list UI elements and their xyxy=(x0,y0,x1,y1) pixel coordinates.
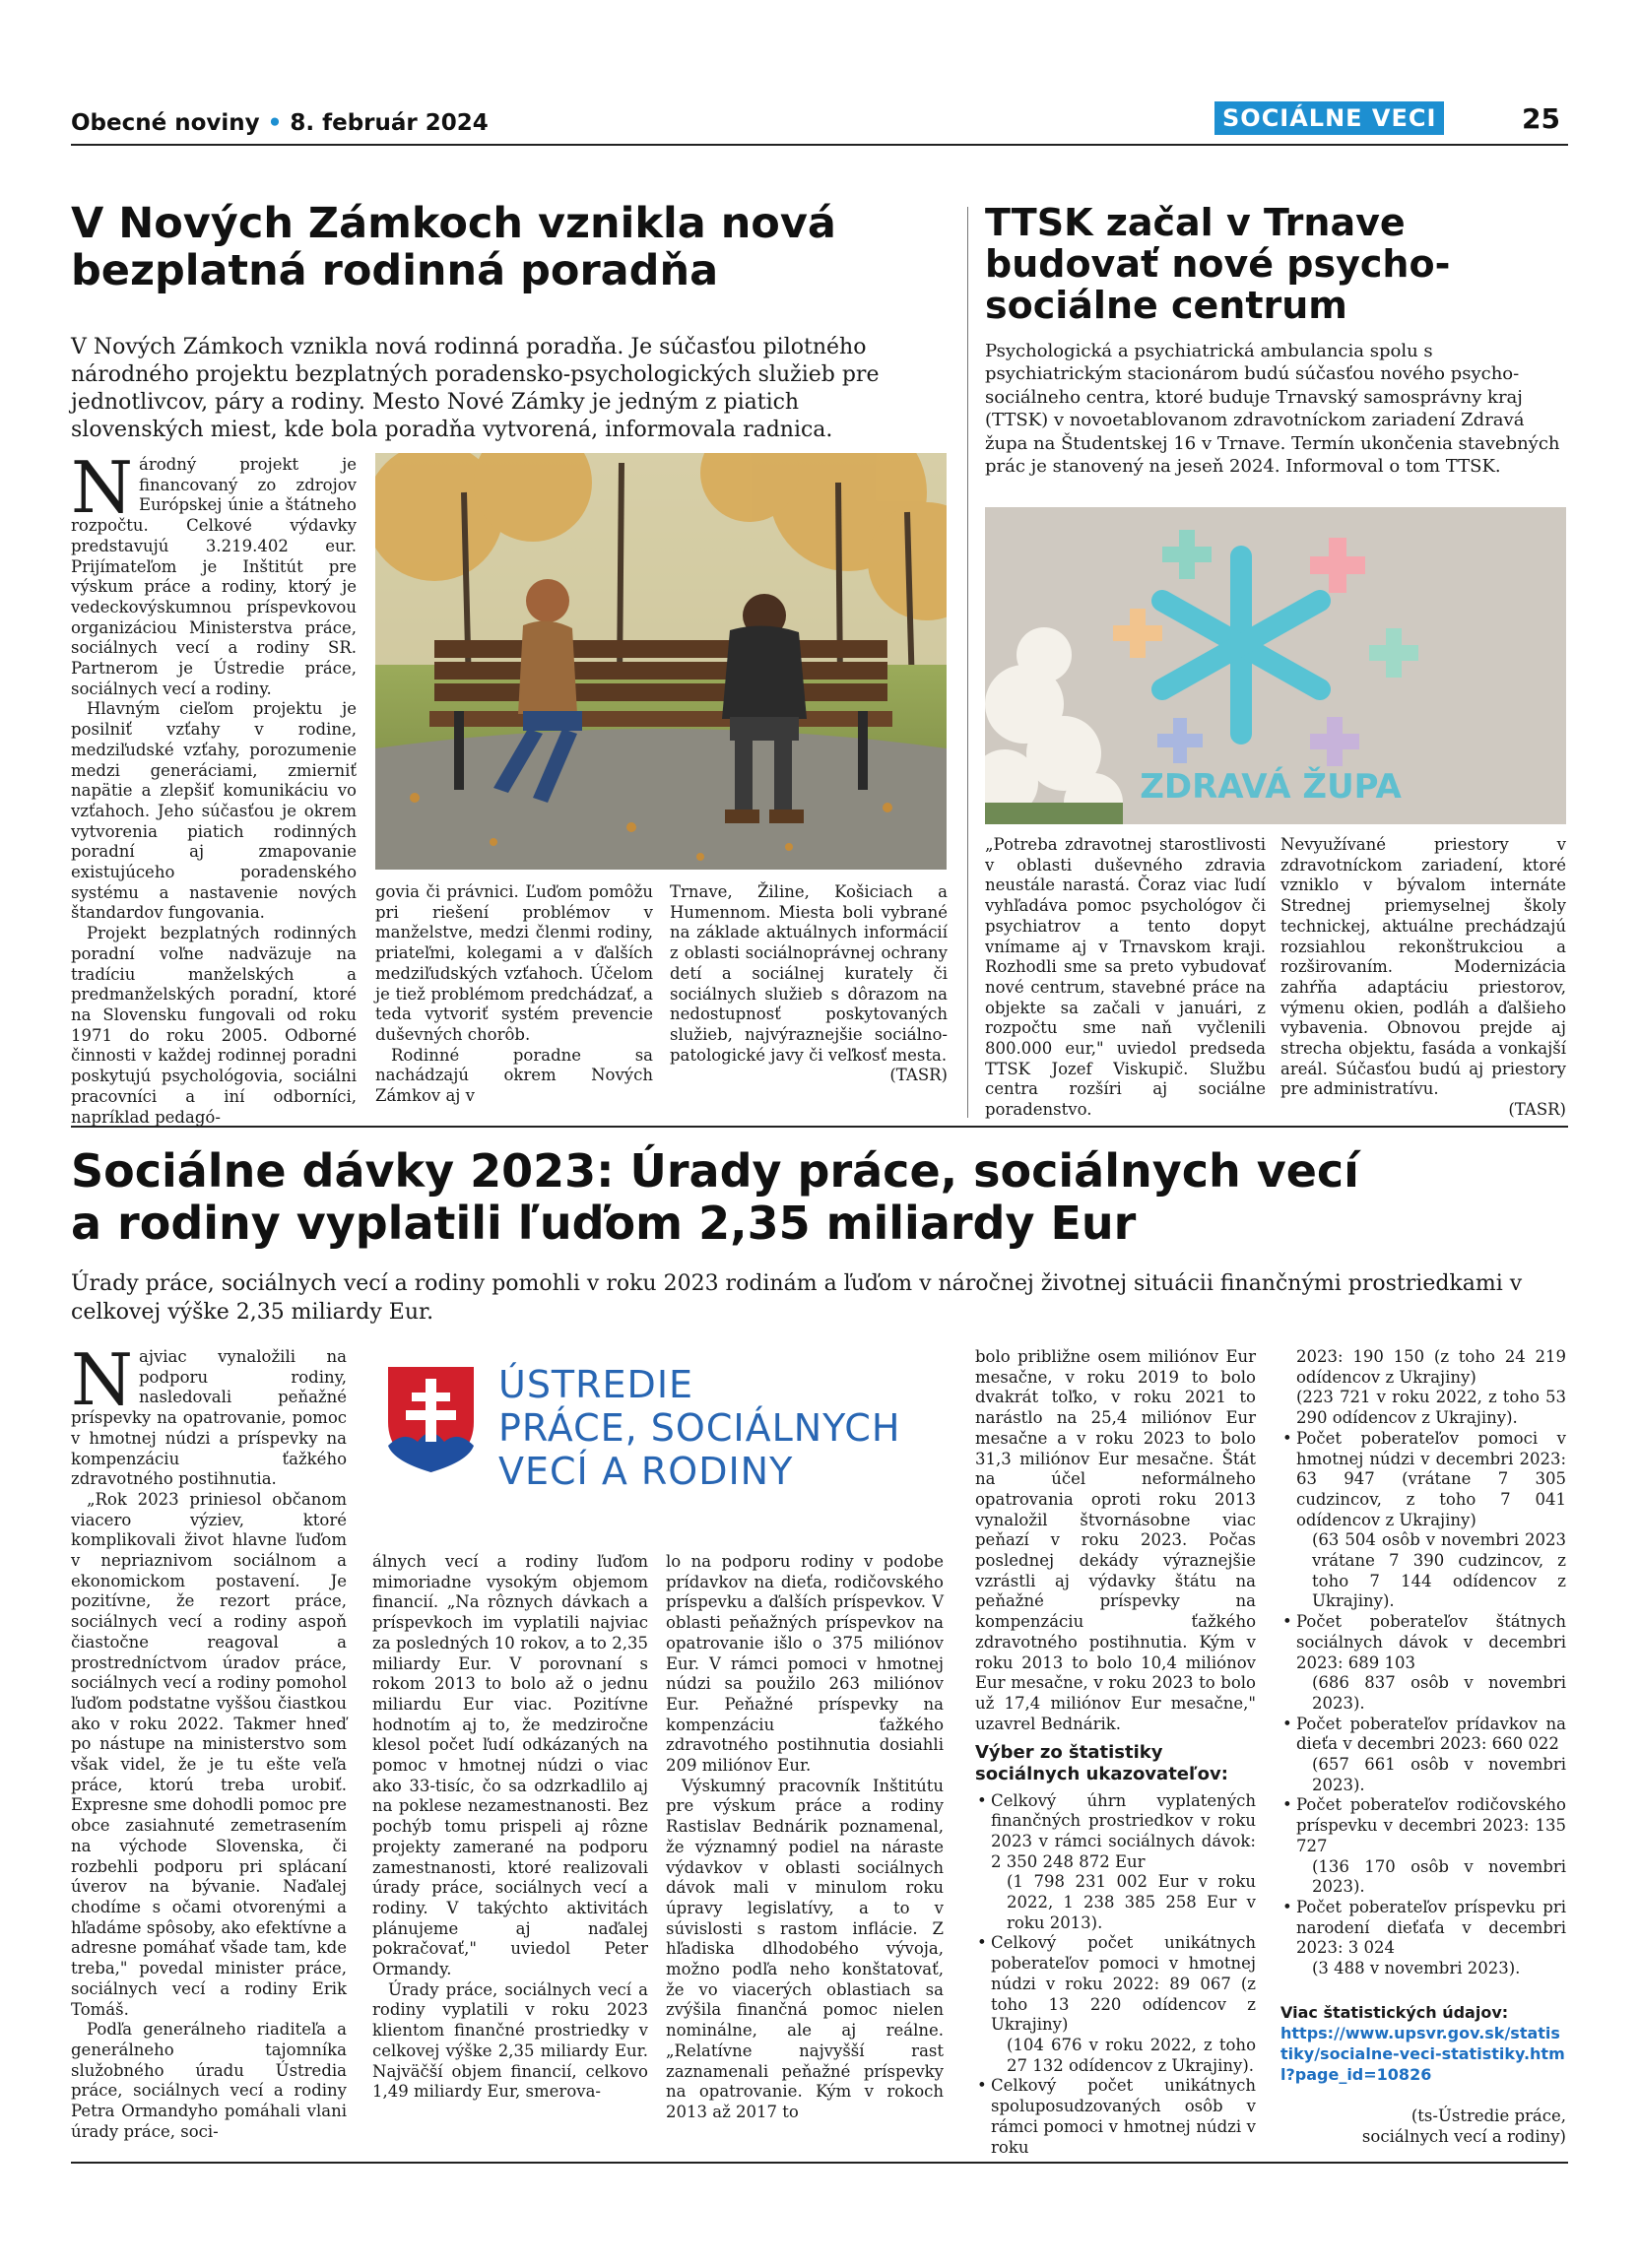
article3-title-line1: Sociálne dávky 2023: Úrady práce, sociálnych vecí xyxy=(71,1144,1359,1198)
zdrava-zupa-photo xyxy=(985,507,1566,824)
stat-text: Počet poberateľov príspevku pri narodení dieťaťa v decembri 2023: 3 024 xyxy=(1296,1897,1566,1958)
article3-source: (ts-Ústredie práce, sociálnych vecí a rodiny) xyxy=(1361,2106,1566,2147)
stat-text: Počet poberateľov pomoci v hmotnej núdzi v decembri 2023: 63 947 (vrátane 7 305 cudzincov, z toho 7 041 odídencov z Ukrajiny) xyxy=(1296,1428,1566,1529)
article1-title xyxy=(71,200,957,294)
list-item xyxy=(1280,1898,1566,1979)
statistics-box-title: Výber zo štatistiky sociálnych ukazovateľov: xyxy=(975,1742,1228,1784)
article3-column-5 xyxy=(1280,1347,1566,2148)
masthead xyxy=(71,110,489,136)
ustredie-logo xyxy=(372,1357,944,1539)
article1-title-line2: bezplatná rodinná poradňa xyxy=(71,246,719,296)
paragraph: govia či právnici. Ľuďom pomôžu pri riešení problémov v manželstve, medzi členmi rodiny, priateľmi, kolegami a v ďalších medziľudských vzťahoch. Účelom je tiež problémom predchádzať, a teda vytvoriť systém prevencie duševných chorôb. xyxy=(375,882,653,1044)
article3-lead: Úrady práce, sociálnych vecí a rodiny pomohli v roku 2023 rodinám a ľuďom v náročnej životnej situácii finančnými prostriedkami v celkovej výške 2,35 miliardy Eur. xyxy=(71,1271,1523,1325)
paragraph: árodný projekt je financovaný zo zdrojov Európskej únie a štátneho rozpočtu. Celkové výdavky predstavujú 3.219.402 eur. Prijímateľom je Inštitút pre výskum práce a rodiny, ktorý je vedeckovýskumnou príspevkovou organizáciou Ministerstva práce, sociálnych vecí a rodiny SR. Partnerom je Ústredie práce, sociálnych vecí a rodiny. xyxy=(71,455,357,698)
stat-sub: (3 488 v novembri 2023). xyxy=(1312,1959,1521,1978)
article3-column-1 xyxy=(71,1338,347,2142)
article2-lead: Psychologická a psychiatrická ambulancia spolu s psychiatrickým stacionárom budú súčasťou nového psycho-sociálneho centra, ktoré buduje Trnavský samosprávny kraj (TTSK) v novoetablovanom zdravotníckom zariadení Zdravá župa na Študentskej 16 v Trnave. Termín ukončenia stavebných prác je stanovený na jeseň 2024. Informoval o tom TTSK. xyxy=(985,341,1560,477)
paragraph: ajviac vynaložili na podporu rodiny, nasledovali peňažné príspevky na opatrovanie, pomoc v hmotnej núdzi a príspevky na kompenzáciu ťažkého zdravotného postihnutia. xyxy=(71,1347,347,1489)
list-item xyxy=(975,2076,1256,2158)
stat-sub: (657 661 osôb v novembri 2023). xyxy=(1312,1755,1566,1794)
list-item xyxy=(1280,1715,1566,1796)
list-item xyxy=(1280,1795,1566,1898)
footer-rule xyxy=(71,2162,1568,2164)
paragraph: bolo približne osem miliónov Eur mesačne, v roku 2019 to bolo dvakrát toľko, v roku 2021 to narástlo na 25,4 miliónov Eur mesačne a v roku 2023 to bolo 31,3 miliónov Eur mesačne. Štát na účel neformálneho opatrovania oproti roku 2013 vynaložil štvornásobne viac peňazí v roku 2023. Počas poslednej dekády výraznejšie vzrástli aj výdavky štátu na peňažné príspevky na kompenzáciu ťažkého zdravotného postihnutia. Kým v roku 2013 to bolo 10,4 miliónov Eur mesačne, v roku 2023 to bolo už 17,4 miliónov Eur mesačne," uzavrel Bednárik. xyxy=(975,1347,1256,1733)
paragraph: Trnave, Žiline, Košiciach a Humennom. Miesta boli vybrané na základe aktuálnych informácií z oblasti sociálnoprávnej ochrany detí a sociálnej kurately či sociálnych služieb s dôrazom na nedostupnosť poskytovaných služieb, najvýraznejšie sociálno-patologické javy či veľkosť mesta. xyxy=(670,882,948,1065)
paragraph: Projekt bezplatných rodinných poradní voľne nadväzuje na tradíciu manželských a predmanželských poradní, ktoré na Slovensku fungovali od roku 1971 do roku 2005. Odborné činnosti v každej rodinnej poradni poskytujú psychológovia, sociálni pracovníci a iní odborníci, napríklad pedagó- xyxy=(71,924,357,1127)
paragraph: Výskumný pracovník Inštitútu pre výskum práce a rodiny Rastislav Bednárik poznamenal, že významný podiel na náraste výdavkov v oblasti sociálnych dávok mali v minulom roku úpravy legislatívy, a to v súvislosti s rastom inflácie. Z hľadiska dlhodobého vývoja, možno podľa neho konštatovať, že vo viacerých oblastiach sa zvýšila finančná pomoc nielen nominálne, ale aj reálne. „Relatívne najvyšší rast zaznamenali peňažné príspevky na opatrovanie. Kým v rokoch 2013 až 2017 to xyxy=(666,1776,944,2121)
paragraph: Hlavným cieľom projektu je posilniť vzťahy v rodine, medziľudské vzťahy, porozumenie medzi generáciami, zmierniť napätie a zlepšiť komunikáciu vo vzťahoch. Jeho súčasťou je okrem vytvorenia piatich rodinných poradní aj zmapovanie existujúceho poradenského systému a nastavenie nových štandardov fungovania. xyxy=(71,699,357,923)
slovak-coat-of-arms-icon xyxy=(384,1363,478,1476)
article1-column-3 xyxy=(670,882,948,1086)
list-item xyxy=(1280,1612,1566,1715)
paragraph: Rodinné poradne sa nachádzajú okrem Nových Zámkov aj v xyxy=(375,1045,653,1106)
article2-column-1 xyxy=(985,835,1266,1121)
stat-sub: (104 676 v roku 2022, z toho 27 132 odídencov z Ukrajiny). xyxy=(1007,2035,1256,2075)
paragraph: Úrady práce, sociálnych vecí a rodiny vyplatili v roku 2023 klientom finančné prostriedky v celkovej výške 2,35 miliardy Eur. Najväčší objem financií, celkovo 1,49 miliardy Eur, smerova- xyxy=(372,1979,648,2102)
article1-column-2 xyxy=(375,882,653,1107)
article-separator xyxy=(71,1126,1568,1128)
stat-sub: (223 721 v roku 2022, z toho 53 290 odídencov z Ukrajiny). xyxy=(1296,1388,1566,1428)
stat-text: Celkový úhrn vyplatených finančných prostriedkov v roku 2023 v rámci sociálnych dávok: 2 350 248 872 Eur xyxy=(991,1790,1256,1871)
logo-line-3: VECÍ A RODINY xyxy=(498,1450,794,1493)
drop-cap: N xyxy=(71,1338,133,1421)
publication-name: Obecné noviny xyxy=(71,110,260,136)
paragraph: Podľa generálneho riaditeľa a generálneho tajomníka služobného úradu Ústredia práce, sociálnych vecí a rodiny Petra Ormandyho pomáhali vlani úrady práce, soci- xyxy=(71,2020,347,2141)
stats-link[interactable]: https://www.upsvr.gov.sk/statistiky/socialne-veci-statistiky.html?page_id=10826 xyxy=(1280,2023,1565,2084)
article1-title-line1: V Nových Zámkoch vznikla nová xyxy=(71,199,836,248)
article2-title xyxy=(985,203,1576,326)
paragraph: „Potreba zdravotnej starostlivosti v oblasti duševného zdravia neustále narastá. Čoraz viac ľudí vyhľadáva pomoc psychológov či psychiatrov a tento dopyt vnímame aj v Trnavskom kraji. Rozhodli sme sa preto vybudovať nové centrum, stavebné práce na objekte sa začali v januári, z rozpočtu sme naň vyčlenili 800.000 eur," uviedol predseda TTSK Jozef Viskupič. Službu centra rozšíri aj sociálne poradenstvo. xyxy=(985,835,1266,1120)
paragraph: álnych vecí a rodiny ľuďom mimoriadne vysokým objemom financií. „Na rôznych dávkach a príspevkoch im vyplatili najviac za posledných 10 rokov, a to 2,35 miliardy Eur. V porovnaní s rokom 2013 to bolo až o jednu miliardu Eur viac. Pozitívne hodnotím aj to, že medziročne klesol počet ľudí odkázaných na pomoc v hmotnej núdzi o viac ako 33-tisíc, čo sa odzrkadlilo aj na poklese nezamestnanosti. Bez pochýb tomu prispeli aj rôzne projekty zamerané na podporu zamestnanosti, ktoré realizovali úrady práce, sociálnych vecí a rodiny. V takýchto aktivitách plánujeme aj naďalej pokračovať," uviedol Peter Ormandy. xyxy=(372,1552,648,1979)
stat-continued: 2023: 190 150 (z toho 24 219 odídencov z Ukrajiny) xyxy=(1296,1347,1566,1387)
logo-line-1: ÚSTREDIE xyxy=(498,1363,694,1406)
article2-column-2 xyxy=(1280,835,1566,1121)
article2-source: (TASR) xyxy=(1508,1100,1566,1120)
zdrava-zupa-sign-text: ZDRAVÁ ŽUPA xyxy=(1140,767,1402,807)
article1-source: (TASR) xyxy=(889,1066,948,1085)
section-label: SOCIÁLNE VECI xyxy=(1214,101,1444,135)
article2-title-line2: budovať nové psycho- xyxy=(985,241,1451,286)
stat-text: Celkový počet unikátnych poberateľov pomoci v hmotnej núdzi v roku 2022: 89 067 (z toho 13 220 odídencov z Ukrajiny) xyxy=(991,1933,1256,2035)
list-item xyxy=(1280,1429,1566,1612)
stats-label: Viac štatistických údajov: xyxy=(1280,2002,1509,2022)
article3-title-line2: a rodiny vyplatili ľuďom 2,35 miliardy Eur xyxy=(71,1196,1137,1250)
paragraph: „Rok 2023 priniesol občanom viacero výziev, ktoré komplikovali život hlavne ľuďom v nepriaznivom sociálnom a ekonomickom postavení. Je pozitívne, že rezort práce, sociálnych vecí a rodiny aspoň čiastočne reagoval a prostredníctvom úradov práce, sociálnych vecí a rodiny pomohol ľuďom podstatne vyššou čiastkou ako v roku 2022. Takmer hneď po nástupe na ministerstvo som však videl, že je tu ešte veľa práce, ktorú treba urobiť. Expresne sme dohodli pomoc pre obce zasiahnuté zemetrasením na východe Slovenska, či rozbehli podporu pri splácaní úverov na bývanie. Naďalej chodíme s očami otvorenými a hľadáme spôsoby, ako efektívne a adresne pomáhať všade tam, kde treba," povedal minister práce, sociálnych vecí a rodiny Erik Tomáš. xyxy=(71,1489,347,2019)
stat-text: Počet poberateľov rodičovského príspevku v decembri 2023: 135 727 xyxy=(1296,1795,1566,1855)
article1-lead: V Nových Zámkoch vznikla nová rodinná poradňa. Je súčasťou pilotného národného projektu bezplatných poradensko-psychologických služieb pre jednotlivcov, páry a rodiny. Mesto Nové Zámky je jedným z piatich slovenských miest, kde bola poradňa vytvorená, informovala radnica. xyxy=(71,335,880,442)
stat-text: Počet poberateľov štátnych sociálnych dávok v decembri 2023: 689 103 xyxy=(1296,1612,1566,1672)
article1-column-1 xyxy=(71,446,357,1128)
stat-sub: (63 504 osôb v novembri 2023 vrátane 7 390 cudzincov, z toho 7 144 odídencov z Ukrajiny). xyxy=(1312,1530,1566,1611)
couple-on-bench-photo xyxy=(375,453,947,870)
stat-text: Počet poberateľov prídavkov na dieťa v decembri 2023: 660 022 xyxy=(1296,1714,1566,1754)
stat-sub: (686 837 osôb v novembri 2023). xyxy=(1312,1673,1566,1713)
paragraph: Nevyužívané priestory v zdravotníckom zariadení, ktoré vzniklo v bývalom internáte Strednej priemyselnej školy technickej, aktuálne prechádzajú rozsiahlou rekonštrukciou a rozširovaním. Modernizácia zahŕňa adaptáciu priestorov, výmenu okien, podláh a ďalšieho vybavenia. Obnovou prejde aj strecha objektu, fasáda a vonkajší areál. Súčasťou budú aj priestory pre administratívu. xyxy=(1280,835,1566,1099)
separator-dot: • xyxy=(267,110,283,136)
list-item xyxy=(975,1791,1256,1934)
page-number: 25 xyxy=(1522,102,1560,135)
drop-cap: N xyxy=(71,446,133,529)
statistics-list xyxy=(975,1791,1256,2159)
article3-title xyxy=(71,1145,1568,1250)
list-item xyxy=(975,1933,1256,2076)
paragraph: lo na podporu rodiny v podobe prídavkov na dieťa, rodičovského príspevku a ďalších príspevkov. V oblasti peňažných príspevkov na opatrovanie išlo o 375 miliónov Eur. V rámci pomoci v hmotnej núdzi sa použilo 263 miliónov Eur. Peňažné príspevky na kompenzáciu ťažkého zdravotného postihnutia dosiahli 209 miliónov Eur. xyxy=(666,1552,944,1776)
stat-sub: (1 798 231 002 Eur v roku 2022, 1 238 385 258 Eur v roku 2013). xyxy=(1007,1872,1256,1932)
article2-title-line3: sociálne centrum xyxy=(985,283,1347,327)
logo-line-2: PRÁCE, SOCIÁLNYCH xyxy=(498,1406,901,1450)
article3-column-2 xyxy=(372,1552,648,2103)
issue-date: 8. február 2024 xyxy=(290,110,489,136)
header-rule xyxy=(71,144,1568,146)
article3-column-4 xyxy=(975,1347,1256,2158)
article2-title-line1: TTSK začal v Trnave xyxy=(985,201,1406,244)
column-divider xyxy=(967,207,968,1118)
statistics-list-continued xyxy=(1280,1429,1566,1979)
article3-column-3 xyxy=(666,1552,944,2123)
stat-sub: (136 170 osôb v novembri 2023). xyxy=(1312,1856,1566,1897)
stat-text: Celkový počet unikátnych spoluposudzovaných osôb v rámci pomoci v hmotnej núdzi v roku xyxy=(991,2076,1256,2157)
